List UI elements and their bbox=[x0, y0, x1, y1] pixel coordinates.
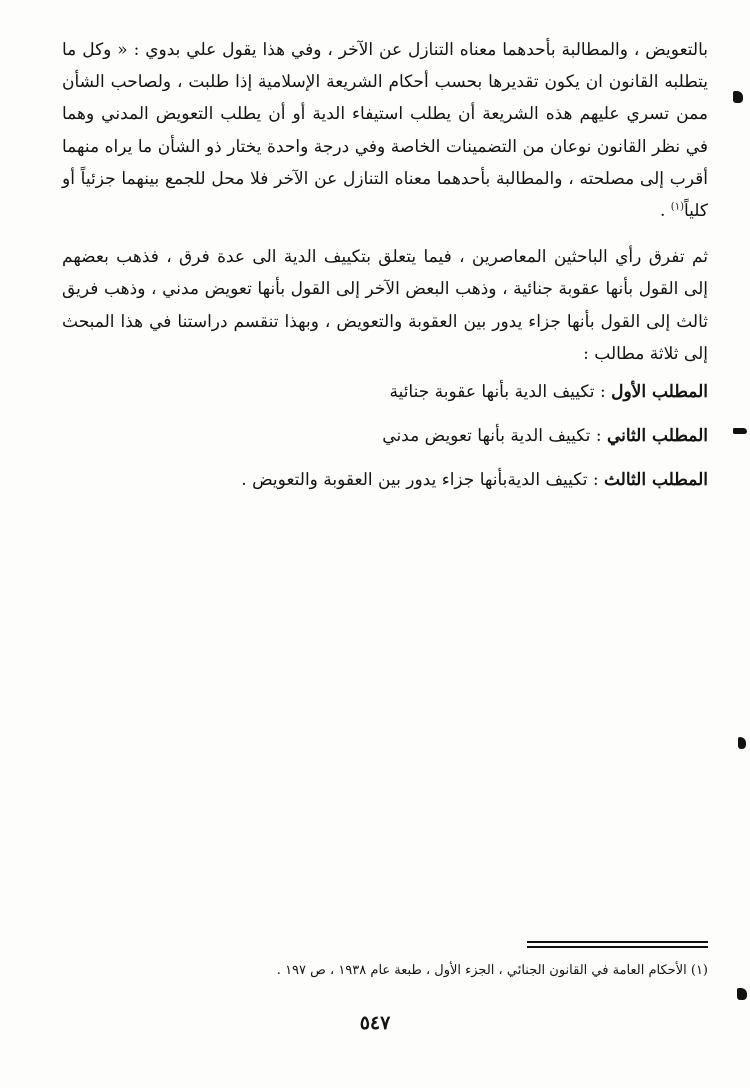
section-title: تكييف الدية بأنها عقوبة جنائية bbox=[389, 382, 595, 403]
footnote-divider-bottom bbox=[527, 946, 708, 948]
page-body bbox=[62, 34, 708, 508]
scan-edge-mark bbox=[738, 737, 746, 749]
scan-edge-mark bbox=[733, 91, 743, 103]
section-separator: : bbox=[587, 470, 604, 491]
section-title: تكييف الديةبأنها جزاء يدور بين العقوبة والتعويض . bbox=[241, 470, 588, 491]
section-label: المطلب الثالث bbox=[603, 470, 708, 491]
section-label: المطلب الأول bbox=[611, 382, 708, 403]
scan-edge-mark bbox=[737, 988, 747, 1000]
footnote-divider-top bbox=[527, 941, 708, 943]
section-label: المطلب الثاني bbox=[606, 426, 708, 447]
section-list bbox=[62, 376, 708, 496]
section-title: تكييف الدية بأنها تعويض مدني bbox=[382, 426, 591, 447]
paragraph-1 bbox=[62, 34, 708, 227]
section-heading-3 bbox=[62, 464, 708, 496]
footnote: (١) الأحكام العامة في القانون الجنائي ، الجزء الأول ، طبعة عام ١٩٣٨ ، ص ١٩٧ . bbox=[276, 963, 708, 978]
paragraph-1-end: . bbox=[659, 201, 671, 222]
scan-edge-mark bbox=[733, 428, 747, 434]
section-heading-2 bbox=[62, 420, 708, 452]
section-separator: : bbox=[594, 382, 612, 403]
page-number: ٥٤٧ bbox=[359, 1012, 391, 1034]
section-separator: : bbox=[590, 426, 607, 447]
paragraph-1-text: بالتعويض ، والمطالبة بأحدهما معناه التنازل عن الآخر ، وفي هذا يقول علي بدوي : « وكل ما يتطلبه القانون ان يكون تقديرها بحسب أحكام الشريعة الإسلامية إذا طلبت ، ولصاحب الشأن ممن تسري عليهم هذه الشريعة أن يطلب استيفاء الدية أو أن يطلب التعويض المدني وهما في نظر القانون نوعان من التضمينات الخاصة وفي درجة واحدة يختار ذو الشأن ما يراه منهما أقرب إلى مصلحته ، والمطالبة بأحدهما معناه التنازل عن الآخر فلا محل للجمع بينهما جزئياً أو كلياً bbox=[62, 40, 708, 222]
footnote-reference: (١) bbox=[670, 201, 684, 213]
paragraph-2: ثم تفرق رأي الباحثين المعاصرين ، فيما يتعلق بتكييف الدية الى عدة فرق ، فذهب بعضهم إلى القول بأنها عقوبة جنائية ، وذهب البعض الآخر إلى القول بأنها تعويض مدني ، وذهب فريق ثالث إلى القول بأنها جزاء يدور بين العقوبة والتعويض ، وبهذا تنقسم دراستنا في هذا المبحث إلى ثلاثة مطالب : bbox=[62, 247, 708, 364]
section-heading-1 bbox=[62, 376, 708, 408]
